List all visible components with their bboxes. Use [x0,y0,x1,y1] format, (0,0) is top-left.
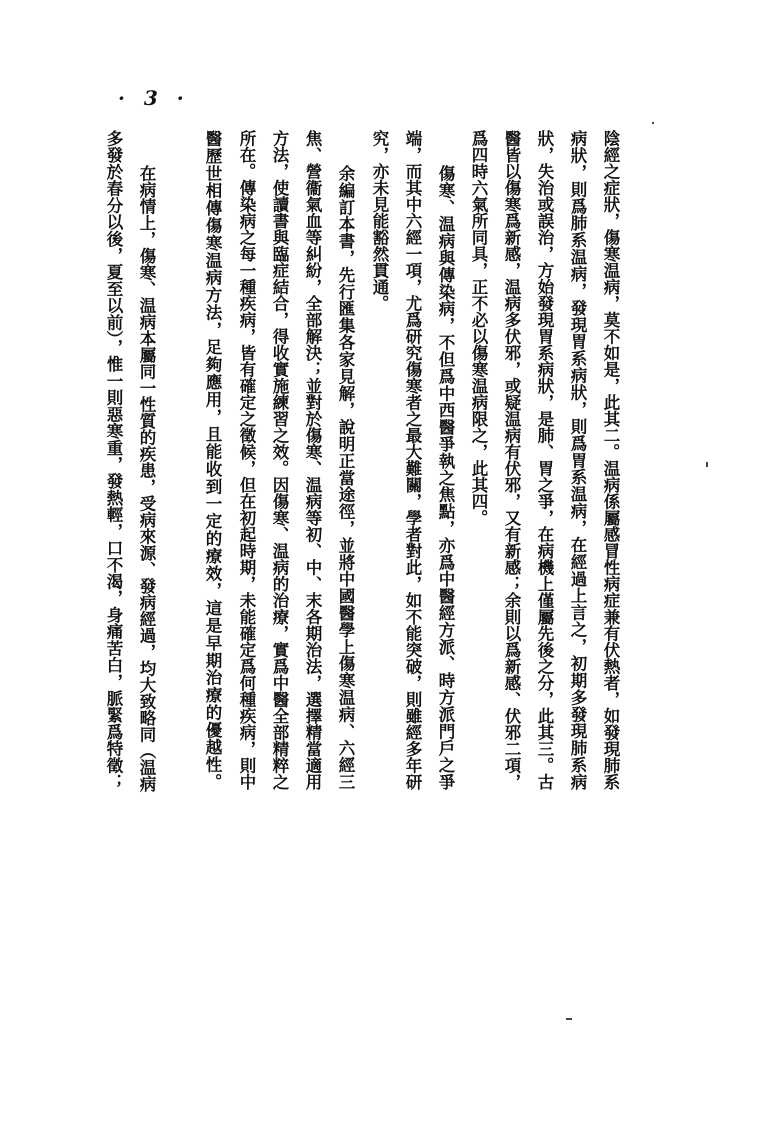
text-column-7: 端，而其中六經一項，尤爲研究傷寒者之最大難關，學者對此，如不能突破，則雖經多年研 [403,130,422,790]
text-column-8: 究，亦未見能豁然貫通。 [370,130,389,312]
scan-speck [566,1018,572,1020]
page-number: · 3 · [118,86,190,110]
text-column-1: 陰經之症狀，傷寒温病，莫不如是，此其二。温病係屬感冒性病症兼有伏熱者，如發現肺系 [601,130,620,790]
text-column-15: 多發於春分以後，夏至以前），惟一則惡寒重，發熱輕，口不渴，身痛苦白，脈緊爲特徵； [104,130,123,790]
text-column-4: 醫皆以傷寒爲新感，温病多伏邪，或疑温病有伏邪，又有新感；余則以爲新感、伏邪二項， [502,130,521,790]
scan-speck [652,122,654,124]
scan-speck [706,462,708,467]
text-column-14: 在病情上，傷寒、温病本屬同一性質的疾患，受病來源、發病經過，均大致略同（温病 [137,165,156,792]
text-column-13: 醫歷世相傳傷寒温病方法，足夠應用，且能收到一定的療效，這是早期治療的優越性。 [203,130,222,790]
text-column-9: 余編訂本書，先行匯集各家見解，說明正當途徑，並將中國醫學上傷寒温病、六經三 [336,165,355,790]
text-column-10: 焦、營衞氣血等糾紛，全部解決；並對於傷寒、温病等初、中、末各期治法，選擇精當適用 [303,130,322,790]
text-column-11: 方法，使讀書與臨症結合，得收實施練習之效。因傷寒、温病的治療，實爲中醫全部精粹之 [270,130,289,790]
text-column-12: 所在。傳染病之每一種疾病，皆有確定之徵候，但在初起時期，未能確定爲何種疾病，則中 [237,130,256,790]
text-column-5: 爲四時六氣所同具，正不必以傷寒温病限之，此其四。 [469,130,488,526]
text-column-3: 狀，失治或誤治，方始發現胃系病狀，是肺、胃之爭，在病機上僅屬先後之分，此其三。古 [535,130,554,790]
text-column-6: 傷寒、温病與傳染病，不但爲中西醫爭執之焦點，亦爲中醫經方派、時方派門戶之爭 [436,165,455,790]
text-column-2: 病狀，則爲肺系温病，發現胃系病狀，則爲胃系温病，在經過上言之，初期多發現肺系病 [568,130,587,790]
